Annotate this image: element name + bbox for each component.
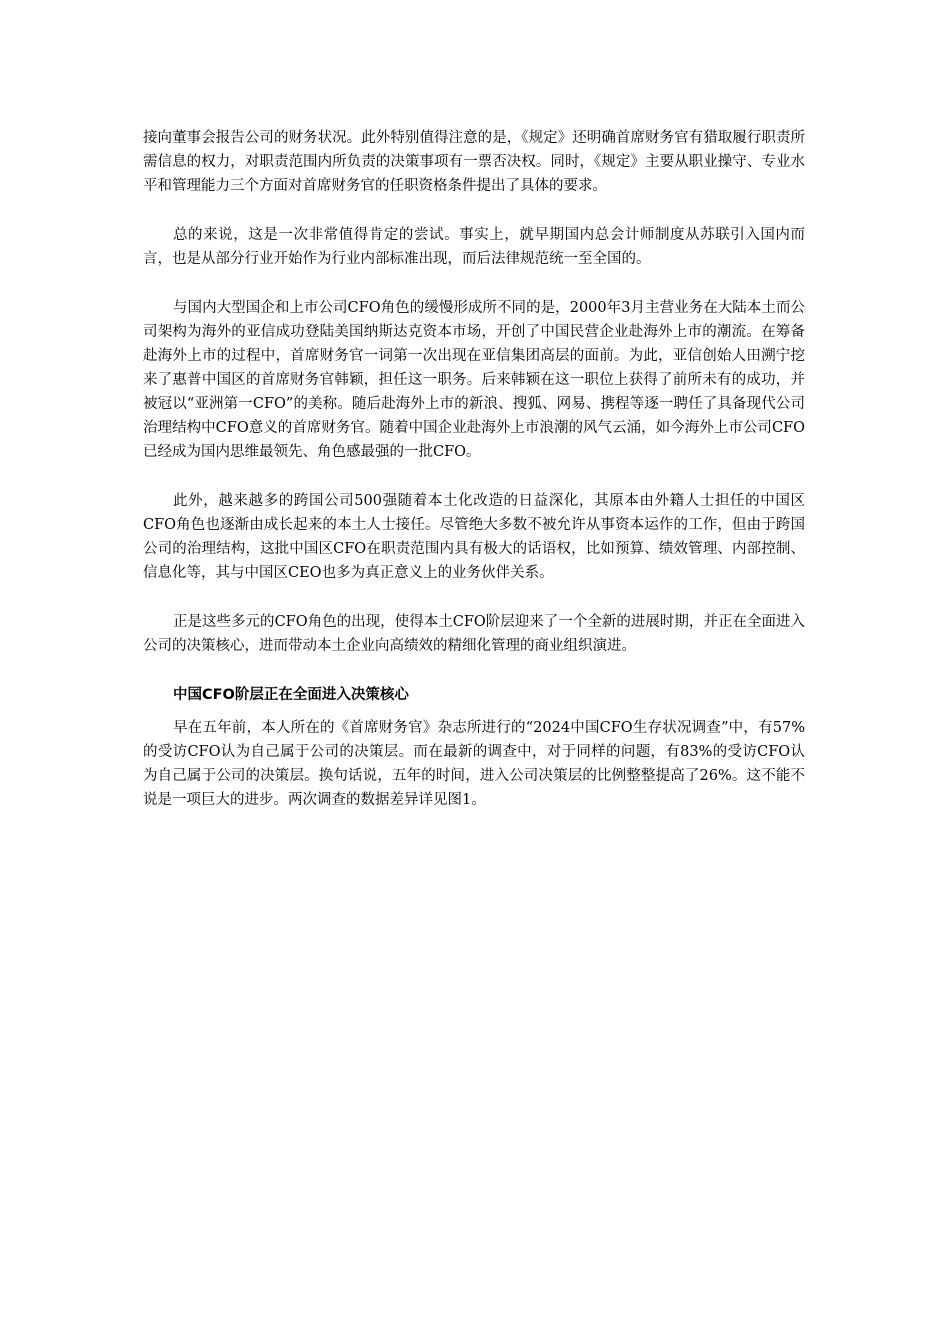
document-page bbox=[143, 126, 805, 837]
paragraph-continuation: 接向董事会报告公司的财务状况。此外特别值得注意的是，《规定》还明确首席财务官有猎取履行职责所需信息的权力，对职责范围内所负责的决策事项有一票否决权。同时，《规定》主要从职业操守、专业水平和管理能力三个方面对首席财务官的任职资格条件提出了具体的要求。 bbox=[143, 130, 805, 194]
paragraph-multinational: 此外，越来越多的跨国公司500强随着本土化改造的日益深化，其原本由外籍人士担任的中国区CFO角色也逐渐由成长起来的本土人士接任。尽管绝大多数不被允许从事资本运作的工作，但由于跨国公司的治理结构，这批中国区CFO在职责范围内具有极大的话语权，比如预算、绩效管理、内部控制、信息化等，其与中国区CEO也多为真正意义上的业务伙伴关系。 bbox=[143, 493, 805, 581]
paragraph-asiainfo: 与国内大型国企和上市公司CFO角色的缓慢形成所不同的是，2000年3月主营业务在大陆本土而公司架构为海外的亚信成功登陆美国纳斯达克资本市场，开创了中国民营企业赴海外上市的潮流。在筹备赴海外上市的过程中，首席财务官一词第一次出现在亚信集团高层的面前。为此，亚信创始人田溯宁挖来了惠普中国区的首席财务官韩颖，担任这一职务。后来韩颖在这一职位上获得了前所未有的成功，并被冠以“亚洲第一CFO”的美称。随后赴海外上市的新浪、搜狐、网易、携程等逐一聘任了具备现代公司治理结构中CFO意义的首席财务官。随着中国企业赴海外上市浪潮的风气云涌，如今海外上市公司CFO已经成为国内思维最领先、角色感最强的一批CFO。 bbox=[143, 300, 805, 460]
paragraph-survey: 早在五年前，本人所在的《首席财务官》杂志所进行的“2024中国CFO生存状况调查”中，有57%的受访CFO认为自己属于公司的决策层。而在最新的调查中，对于同样的问题，有83%的受访CFO认为自己属于公司的决策层。换句话说，五年的时间，进入公司决策层的比例整整提高了26%。这不能不说是一项巨大的进步。两次调查的数据差异详见图1。 bbox=[143, 720, 805, 808]
paragraph-summary: 总的来说，这是一次非常值得肯定的尝试。事实上，就早期国内总会计师制度从苏联引入国内而言，也是从部分行业开始作为行业内部标准出现，而后法律规范统一至全国的。 bbox=[143, 227, 805, 267]
section-heading: 中国CFO阶层正在全面进入决策核心 bbox=[173, 687, 409, 703]
paragraph-conclusion: 正是这些多元的CFO角色的出现，使得本土CFO阶层迎来了一个全新的进展时期，并正在全面进入公司的决策核心，进而带动本土企业向高绩效的精细化管理的商业组织演进。 bbox=[143, 614, 805, 654]
